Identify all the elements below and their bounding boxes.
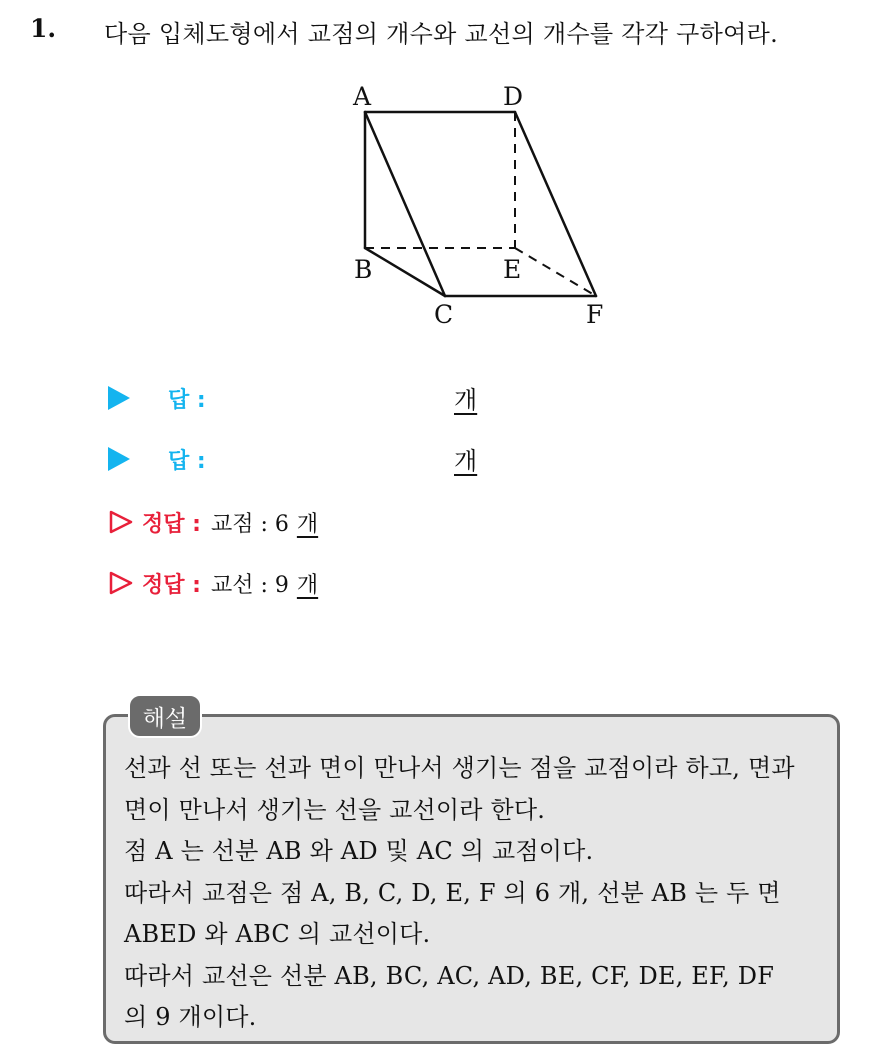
question-number: 1. xyxy=(30,14,57,43)
correct-label: 정답 : xyxy=(142,572,201,598)
label-F: F xyxy=(586,300,604,329)
label-C: C xyxy=(434,300,454,329)
edge-BC xyxy=(365,248,445,296)
answer-row-1 xyxy=(108,380,206,416)
edge-EF xyxy=(515,248,596,296)
label-E: E xyxy=(503,255,522,284)
label-B: B xyxy=(354,255,373,284)
label-D: D xyxy=(503,82,524,111)
correct-unit: 개 xyxy=(296,572,319,598)
answer-unit[interactable]: 개 xyxy=(454,386,478,414)
play-triangle-icon xyxy=(108,386,130,410)
play-triangle-icon xyxy=(108,447,130,471)
prism-figure xyxy=(340,78,630,338)
answer-unit[interactable]: 개 xyxy=(454,447,478,475)
outline-triangle-icon xyxy=(108,509,134,535)
solution-text: 선과 선 또는 선과 면이 만나서 생기는 점을 교점이라 하고, 면과 면이 만나서 생기는 선을 교선이라 한다. 점 A 는 선분 AB 와 AD 및 AC 의 교점이다. 따라서 교점은 점 A, B, C, D, E, F 의 6 개, 선분 AB 는 두 면 ABED 와 ABC 의 교선이다. 따라서 교선은 선분 AB, BC, AC, AD, BE, CF, DE, EF, DF 의 9 개이다. xyxy=(124,754,795,1031)
answer-label: 답 : xyxy=(168,387,206,413)
answer-label: 답 : xyxy=(168,448,206,474)
correct-unit: 개 xyxy=(296,511,319,537)
question-text: 다음 입체도형에서 교점의 개수와 교선의 개수를 각각 구하여라. xyxy=(104,20,779,48)
solution-badge: 해설 xyxy=(128,694,202,738)
edge-AC xyxy=(365,112,445,296)
correct-answer-row-1 xyxy=(108,504,318,540)
correct-label: 정답 : xyxy=(142,511,201,537)
correct-answer-row-2 xyxy=(108,565,318,601)
outline-triangle-icon xyxy=(108,570,134,596)
correct-text: 교점 : 6 xyxy=(210,511,289,537)
edge-DF xyxy=(515,112,596,296)
correct-text: 교선 : 9 xyxy=(210,572,289,598)
label-A: A xyxy=(353,82,372,111)
answer-row-2 xyxy=(108,441,206,477)
